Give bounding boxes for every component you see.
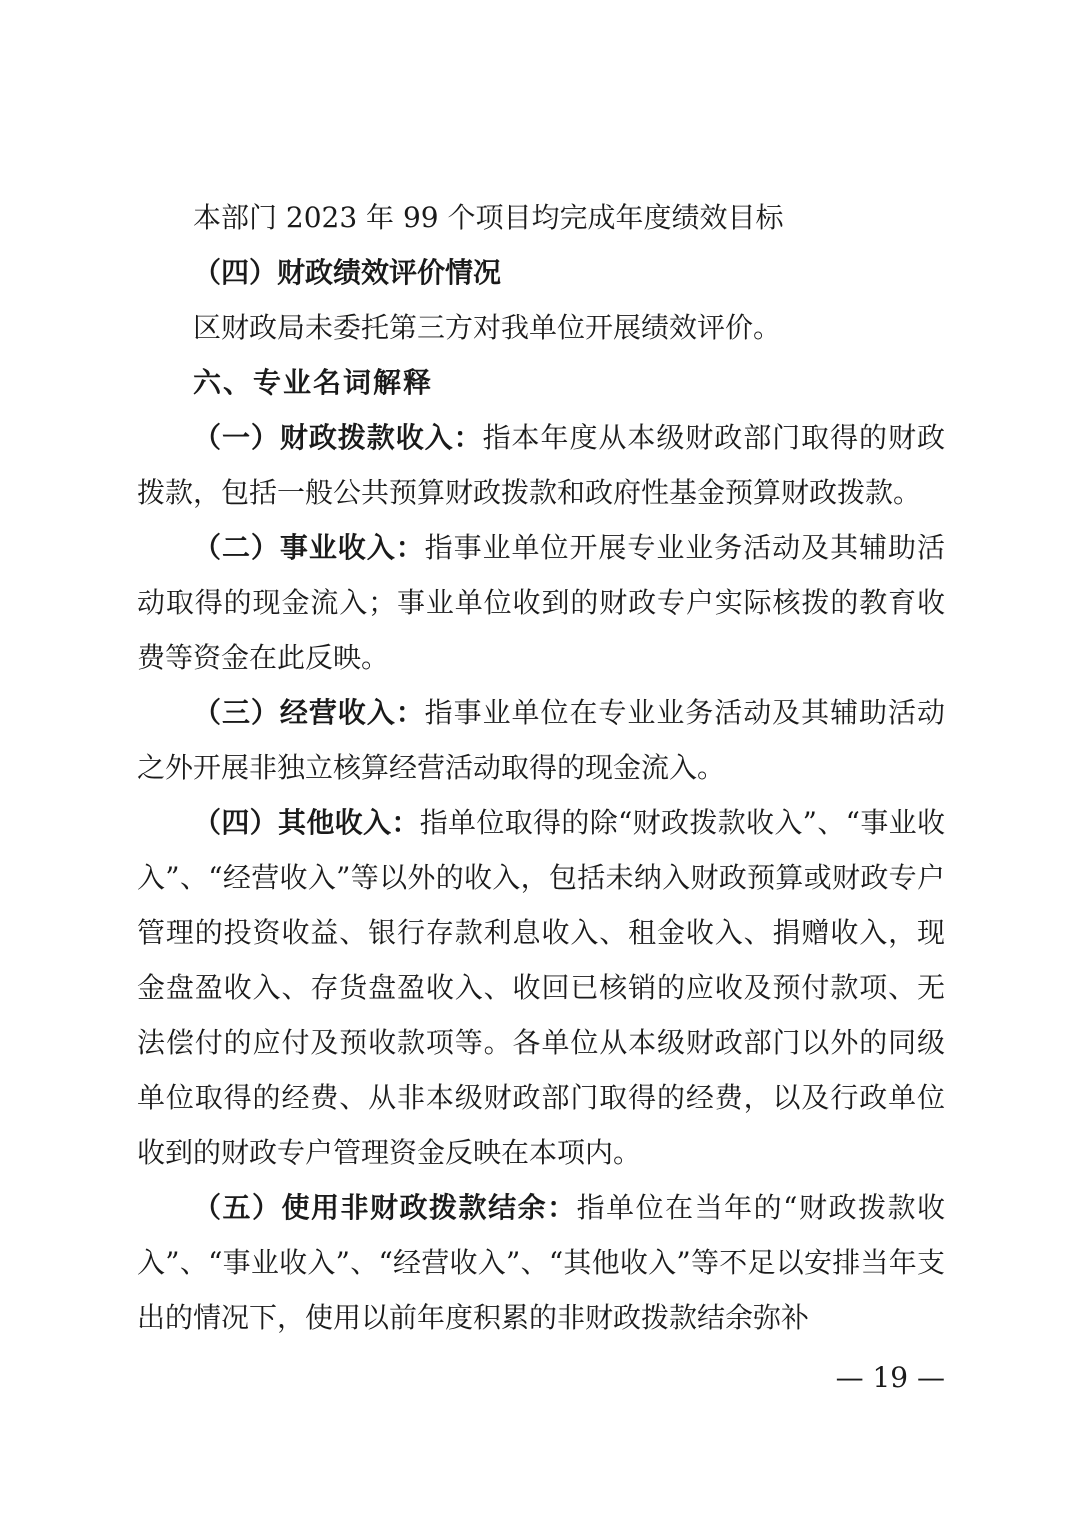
term-definition: 指单位在当年的“财政拨款收入”、“事业收入”、“经营收入”、“其他收入”等不足以安排当年支出的情况下，使用以前年度积累的非财政拨款结余弥补 <box>137 1191 945 1334</box>
term-label: （二）事业收入： <box>193 531 425 564</box>
term-definition: 指单位取得的除“财政拨款收入”、“事业收入”、“经营收入”等以外的收入，包括未纳入财政预算或财政专户管理的投资收益、银行存款利息收入、租金收入、捐赠收入，现金盘盈收入、存货盘盈收入、收回已核销的应收及预付款项、无法偿付的应付及预收款项等。各单位从本级财政部门以外的同级单位取得的经费、从非本级财政部门取得的经费，以及行政单位收到的财政专户管理资金反映在本项内。 <box>137 806 945 1169</box>
term-paragraph-operating-income <box>137 520 945 685</box>
term-definition: 指事业单位在专业业务活动及其辅助活动之外开展非独立核算经营活动取得的现金流入。 <box>137 696 945 784</box>
term-label: （四）其他收入： <box>193 806 420 839</box>
term-label: （三）经营收入： <box>193 696 425 729</box>
term-paragraph-non-fiscal-balance <box>137 1180 945 1345</box>
section-heading-4: （四）财政绩效评价情况 <box>193 256 502 289</box>
term-paragraph-other-income <box>137 795 945 1180</box>
term-definition: 指事业单位开展专业业务活动及其辅助活动取得的现金流入；事业单位收到的财政专户实际核拨的教育收费等资金在此反映。 <box>137 531 945 674</box>
paragraph-evaluation-status: 区财政局未委托第三方对我单位开展绩效评价。 <box>193 311 782 344</box>
term-definition: 指本年度从本级财政部门取得的财政拨款，包括一般公共预算财政拨款和政府性基金预算财政拨款。 <box>137 421 945 509</box>
term-paragraph-fiscal-appropriation-income <box>137 410 945 520</box>
term-paragraph-business-income <box>137 685 945 795</box>
page-number: — 19 — <box>835 1361 945 1394</box>
section-heading-6-glossary: 六、专业名词解释 <box>193 366 434 399</box>
document-body <box>137 190 945 1345</box>
term-label: （五）使用非财政拨款结余： <box>193 1191 577 1224</box>
term-label: （一）财政拨款收入： <box>193 421 483 454</box>
paragraph-performance-summary: 本部门 2023 年 99 个项目均完成年度绩效目标 <box>193 201 784 234</box>
